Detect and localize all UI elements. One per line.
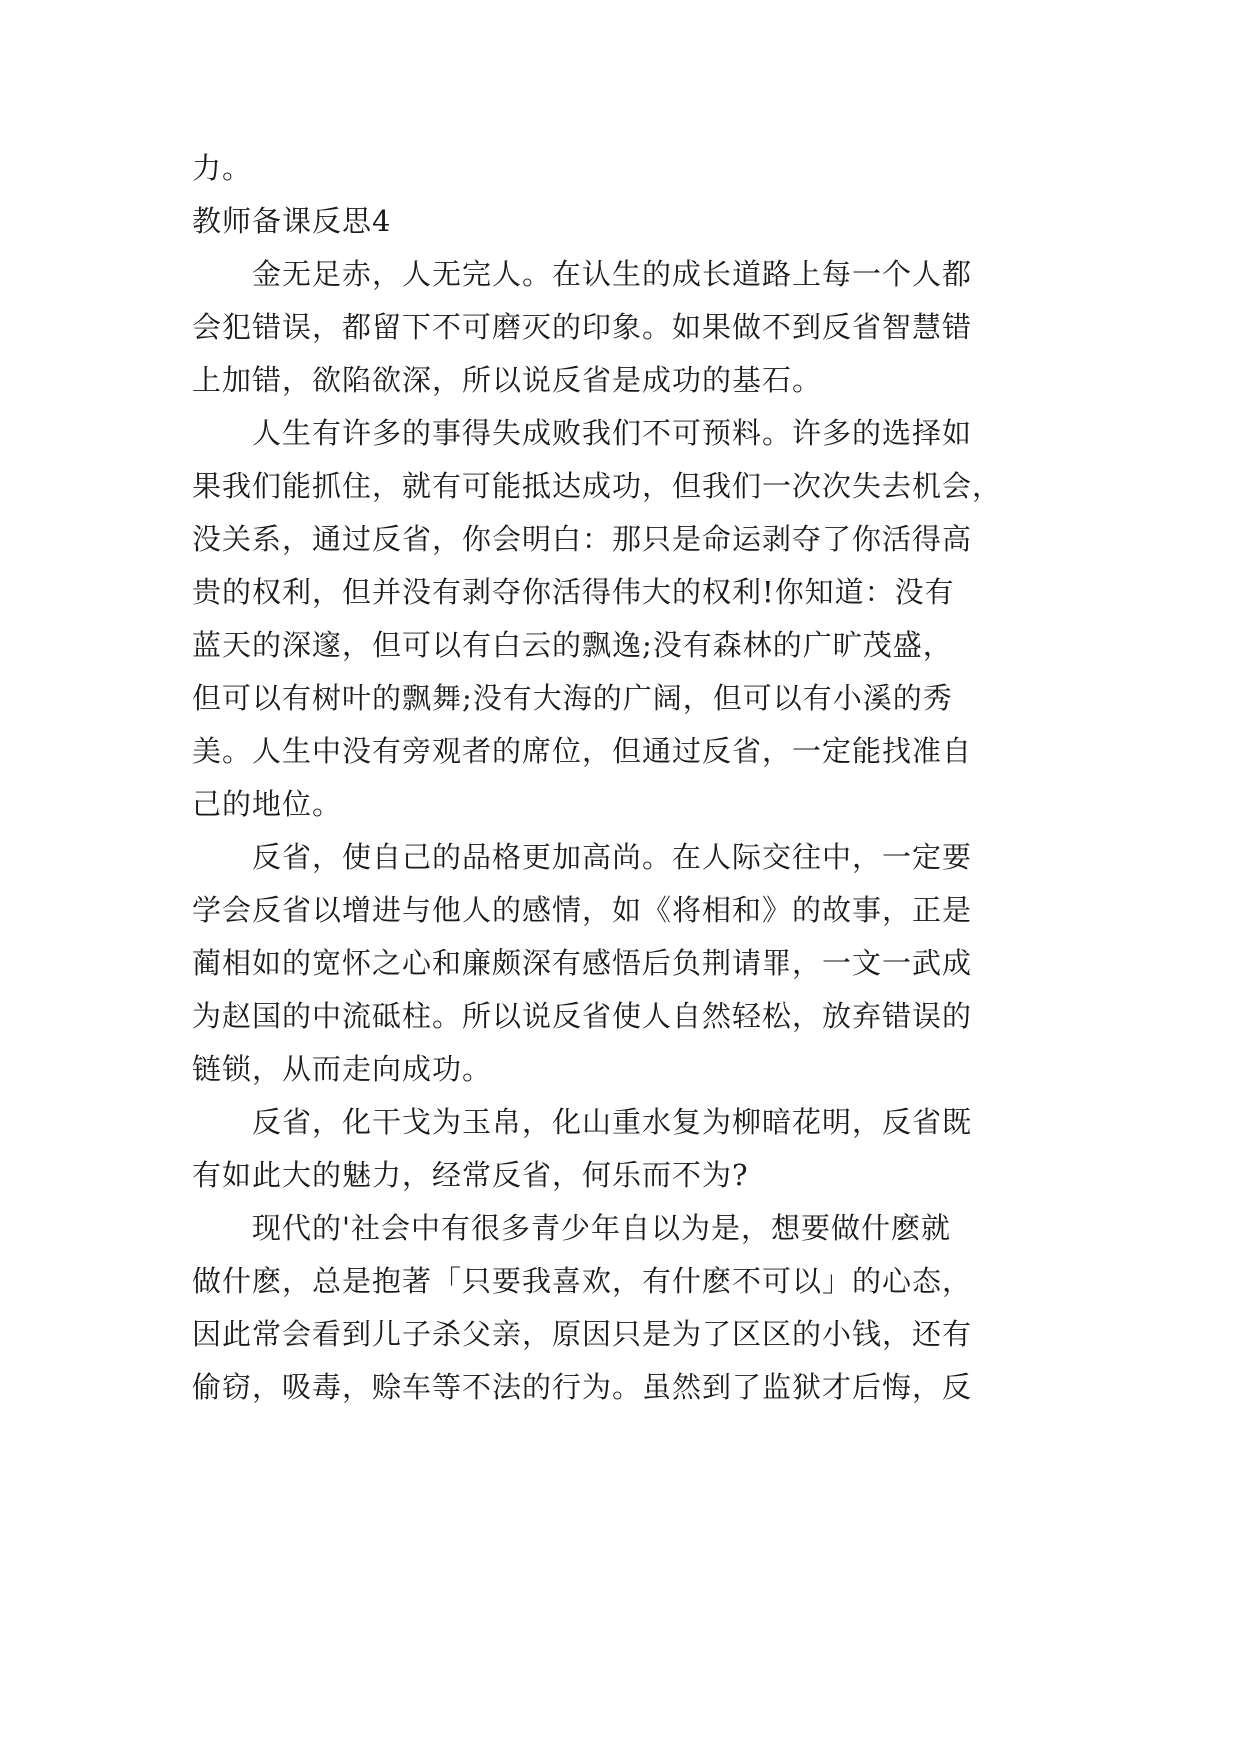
text-line: 金无足赤，人无完人。在认生的成长道路上每一个人都 [192, 257, 973, 291]
text-line: 反省，化干戈为玉帛，化山重水复为柳暗花明，反省既 [192, 1105, 973, 1139]
text-line: 为赵国的中流砥柱。所以说反省使人自然轻松，放弃错误的 [192, 999, 973, 1033]
text-line: 蔺相如的宽怀之心和廉颇深有感悟后负荆请罪，一文一武成 [192, 946, 973, 980]
text-line: 做什麽，总是抱著「只要我喜欢，有什麽不可以」的心态， [192, 1264, 973, 1298]
text-line: 美。人生中没有旁观者的席位，但通过反省，一定能找准自 [192, 734, 973, 768]
text-line: 贵的权利，但并没有剥夺你活得伟大的权利!你知道：没有 [192, 575, 955, 609]
text-line: 但可以有树叶的飘舞;没有大海的广阔，但可以有小溪的秀 [192, 681, 953, 715]
section-heading: 教师备课反思4 [192, 204, 392, 238]
text-line: 力。 [192, 151, 253, 185]
text-line: 反省，使自己的品格更加高尚。在人际交往中，一定要 [192, 840, 973, 874]
text-line: 果我们能抓住，就有可能抵达成功，但我们一次次失去机会， [192, 469, 1003, 503]
text-line: 蓝天的深邃，但可以有白云的飘逸;没有森林的广旷茂盛， [192, 628, 953, 662]
text-line: 链锁，从而走向成功。 [192, 1052, 493, 1086]
text-line: 己的地位。 [192, 787, 343, 821]
text-line: 有如此大的魅力，经常反省，何乐而不为? [192, 1158, 749, 1192]
text-line: 因此常会看到儿子杀父亲，原因只是为了区区的小钱，还有 [192, 1317, 973, 1351]
text-line: 会犯错误，都留下不可磨灭的印象。如果做不到反省智慧错 [192, 310, 973, 344]
text-line: 偷窃，吸毒，赊车等不法的行为。虽然到了监狱才后悔，反 [192, 1370, 973, 1404]
text-line: 没关系，通过反省，你会明白：那只是命运剥夺了你活得高 [192, 522, 973, 556]
text-line: 上加错，欲陷欲深，所以说反省是成功的基石。 [192, 363, 823, 397]
text-line: 人生有许多的事得失成败我们不可预料。许多的选择如 [192, 416, 973, 450]
text-line: 现代的'社会中有很多青少年自以为是，想要做什麽就 [192, 1211, 951, 1245]
text-line: 学会反省以增进与他人的感情，如《将相和》的故事，正是 [192, 893, 973, 927]
